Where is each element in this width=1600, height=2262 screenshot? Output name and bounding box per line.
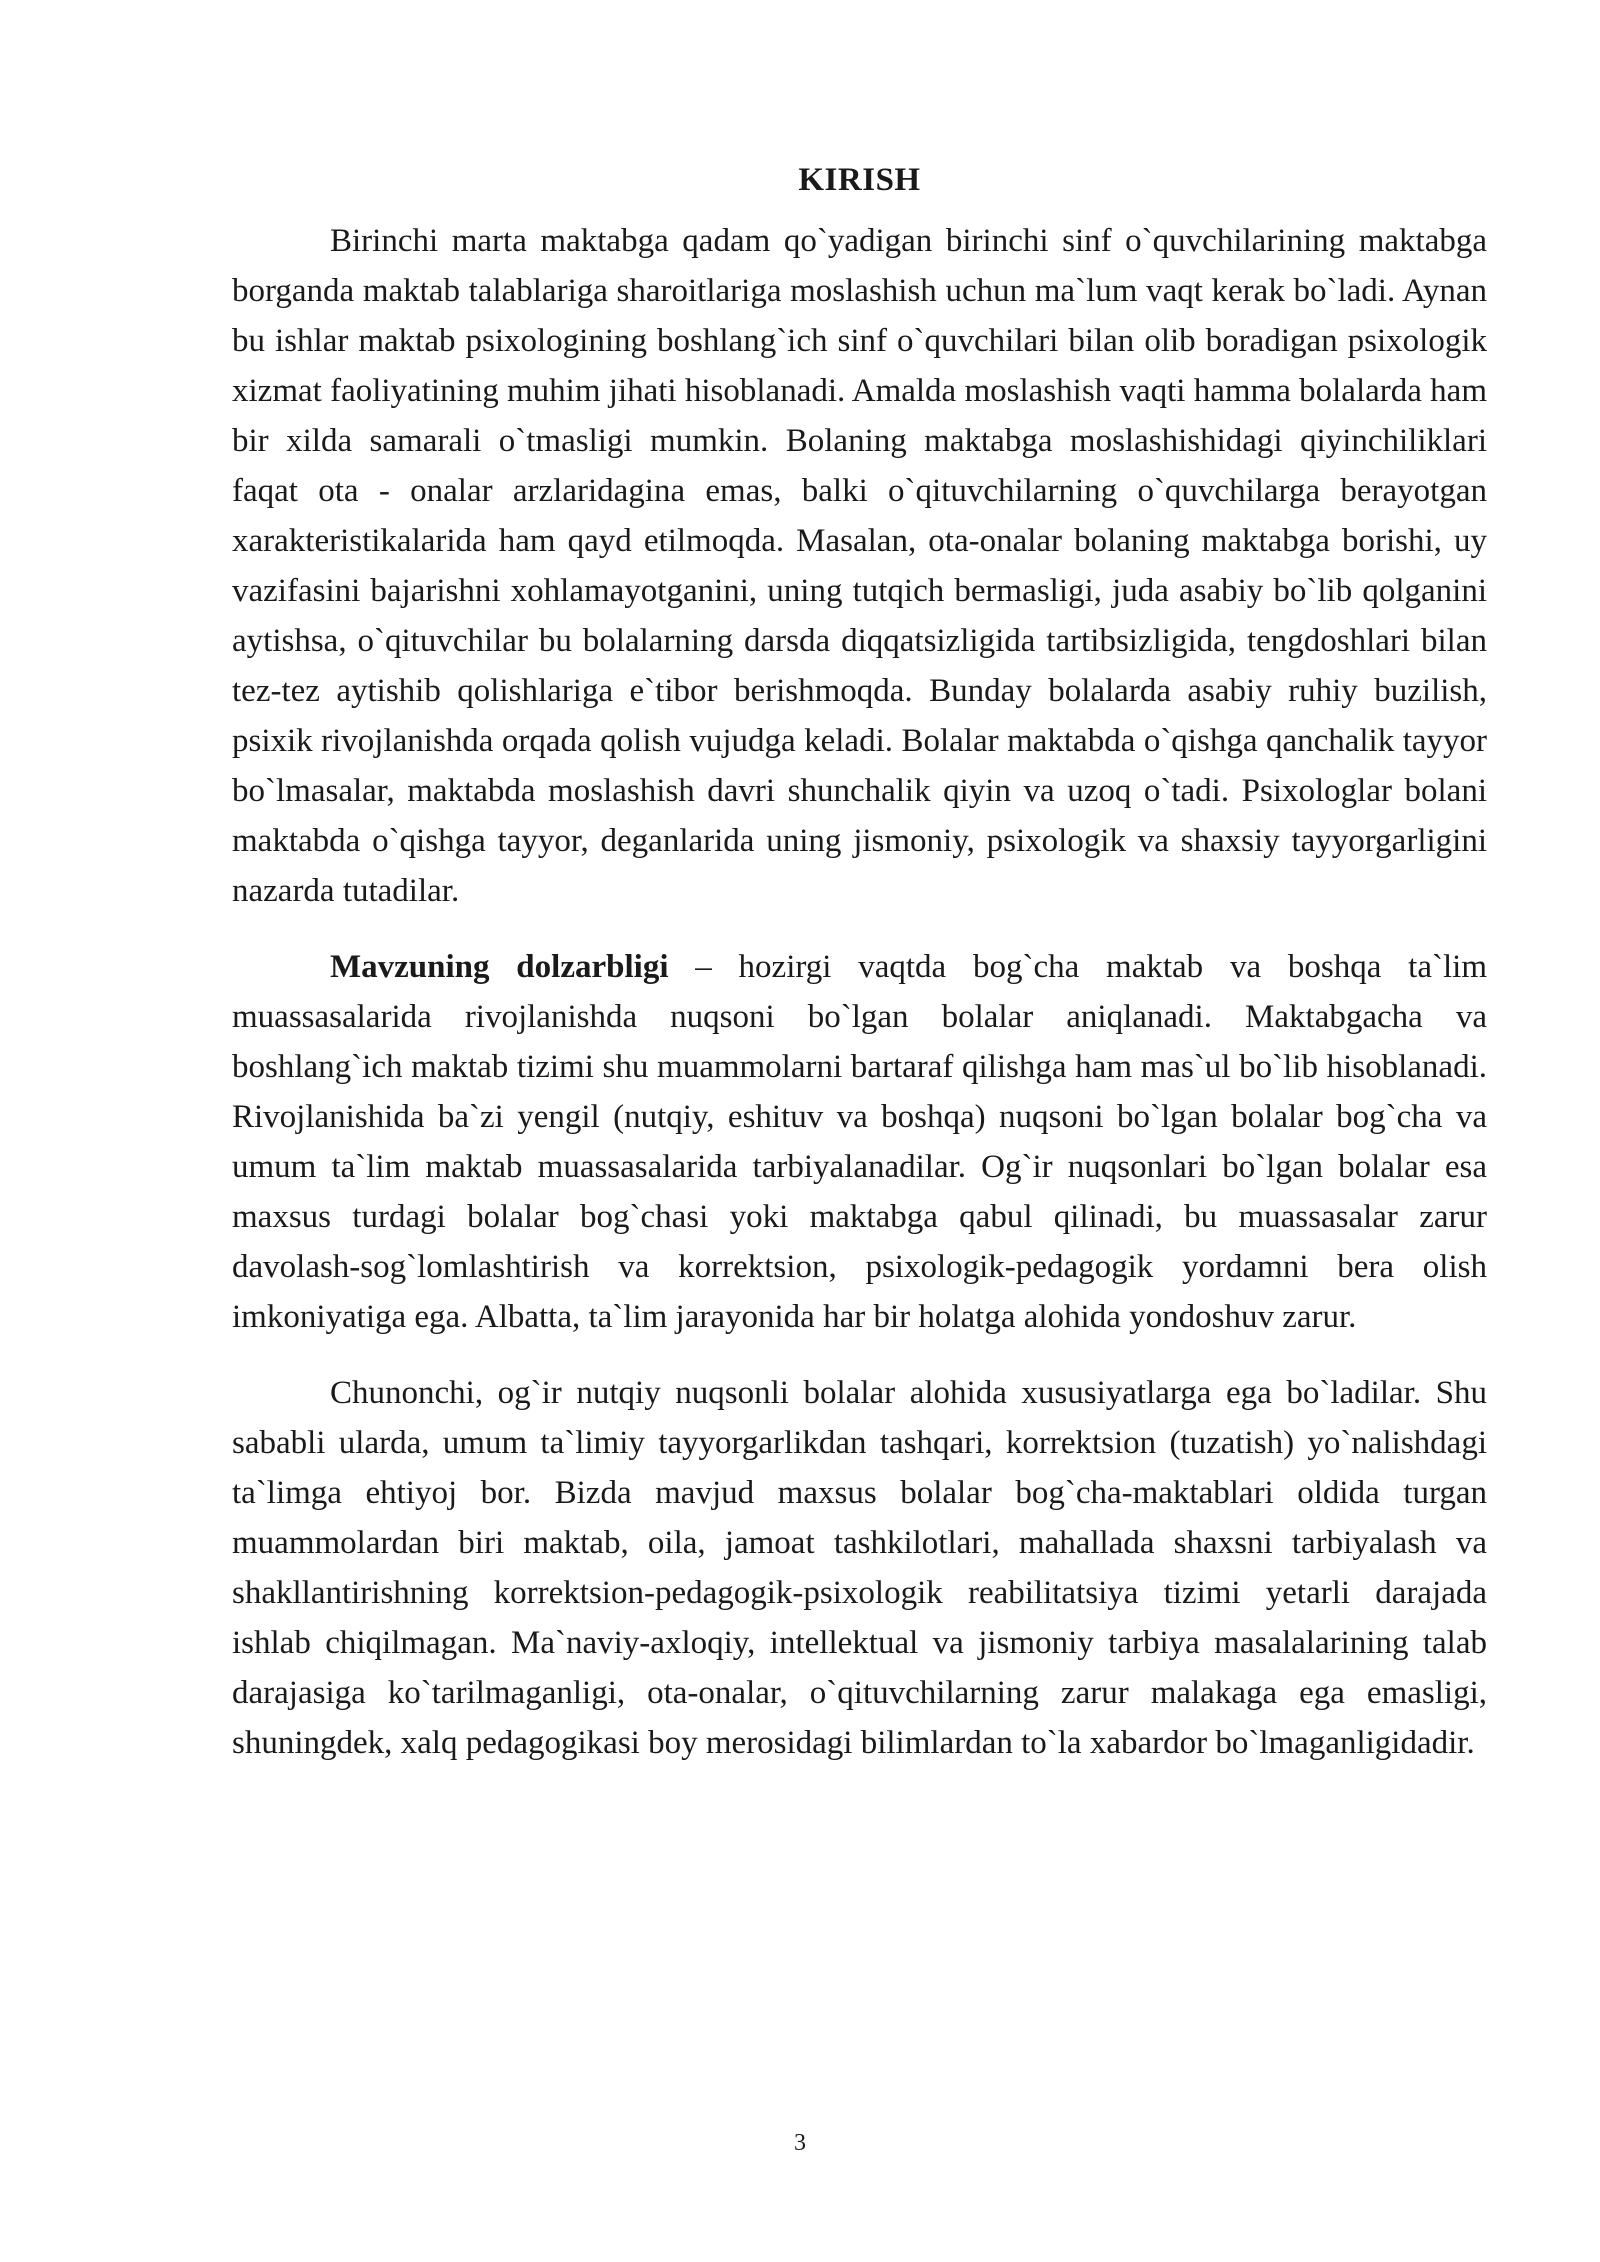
paragraph-intro [232, 216, 1487, 916]
page-title: KIRISH [798, 162, 921, 198]
paragraph-needs [232, 1368, 1487, 1768]
paragraph-text: – hozirgi vaqtda bog`cha maktab va boshqa ta`lim muassasalarida rivojlanishda nuqsoni bo`lgan bolalar aniqlanadi. Maktabgacha va boshlang`ich maktab tizimi shu muammolarni bartaraf qilishga ham mas`ul bo`lib hisoblanadi. Rivojlanishida ba`zi yengil (nutqiy, eshituv va boshqa) nuqsoni bo`lgan bolalar bog`cha va umum ta`lim maktab muassasalarida tarbiyalanadilar. Og`ir nuqsonlari bo`lgan bolalar esa maxsus turdagi bolalar bog`chasi yoki maktabga qabul qilinadi, bu muassasalar zarur davolash-sog`lomlashtirish va korrektsion, psixologik-pedagogik yordamni bera olish imkoniyatiga ega. Albatta, ta`lim jarayonida har bir holatga alohida yondoshuv zarur. [232, 949, 1487, 1335]
paragraph-text: Chunonchi, og`ir nutqiy nuqsonli bolalar alohida xususiyatlarga ega bo`ladilar. Shu sababli ularda, umum ta`limiy tayyorgarlikdan tashqari, korrektsion (tuzatish) yo`nalishdagi ta`limga ehtiyoj bor. Bizda mavjud maxsus bolalar bog`cha-maktablari oldida turgan muammolardan biri maktab, oila, jamoat tashkilotlari, mahallada shaxsni tarbiyalash va shakllantirishning korrektsion-pedagogik-psixologik reabilitatsiya tizimi yetarli darajada ishlab chiqilmagan. Ma`naviy-axloqiy, intellektual va jismoniy tarbiya masalalarining talab darajasiga ko`tarilmaganligi, ota-onalar, o`qituvchilarning zarur malakaga ega emasligi, shuningdek, xalq pedagogikasi boy merosidagi bilimlardan to`la xabardor bo`lmaganligidadir. [232, 1375, 1487, 1761]
paragraph-relevance [232, 942, 1487, 1342]
page-content [232, 160, 1487, 1768]
paragraph-text: Birinchi marta maktabga qadam qo`yadigan birinchi sinf o`quvchilarining maktabga borganda maktab talablariga sharoitlariga moslashish uchun ma`lum vaqt kerak bo`ladi. Aynan bu ishlar maktab psixologining boshlang`ich sinf o`quvchilari bilan olib boradigan psixologik xizmat faoliyatining muhim jihati hisoblanadi. Amalda moslashish vaqti hamma bolalarda ham bir xilda samarali o`tmasligi mumkin. Bolaning maktabga moslashishidagi qiyinchiliklari faqat ota - onalar arzlaridagina emas, balki o`qituvchilarning o`quvchilarga berayotgan xarakteristikalarida ham qayd etilmoqda. Masalan, ota-onalar bolaning maktabga borishi, uy vazifasini bajarishni xohlamayotganini, uning tutqich bermasligi, juda asabiy bo`lib qolganini aytishsa, o`qituvchilar bu bolalarning darsda diqqatsizligida tartibsizligida, tengdoshlari bilan tez-tez aytishib qolishlariga e`tibor berishmoqda. Bunday bolalarda asabiy ruhiy buzilish, psixik rivojlanishda orqada qolish vujudga keladi. Bolalar maktabda o`qishga qanchalik tayyor bo`lmasalar, maktabda moslashish davri shunchalik qiyin va uzoq o`tadi. Psixologlar bolani maktabda o`qishga tayyor, deganlarida uning jismoniy, psixologik va shaxsiy tayyorgarligini nazarda tutadilar. [232, 223, 1487, 909]
paragraph-lead-heading: Mavzuning dolzarbligi [330, 949, 669, 985]
page-number: 3 [794, 2130, 806, 2156]
